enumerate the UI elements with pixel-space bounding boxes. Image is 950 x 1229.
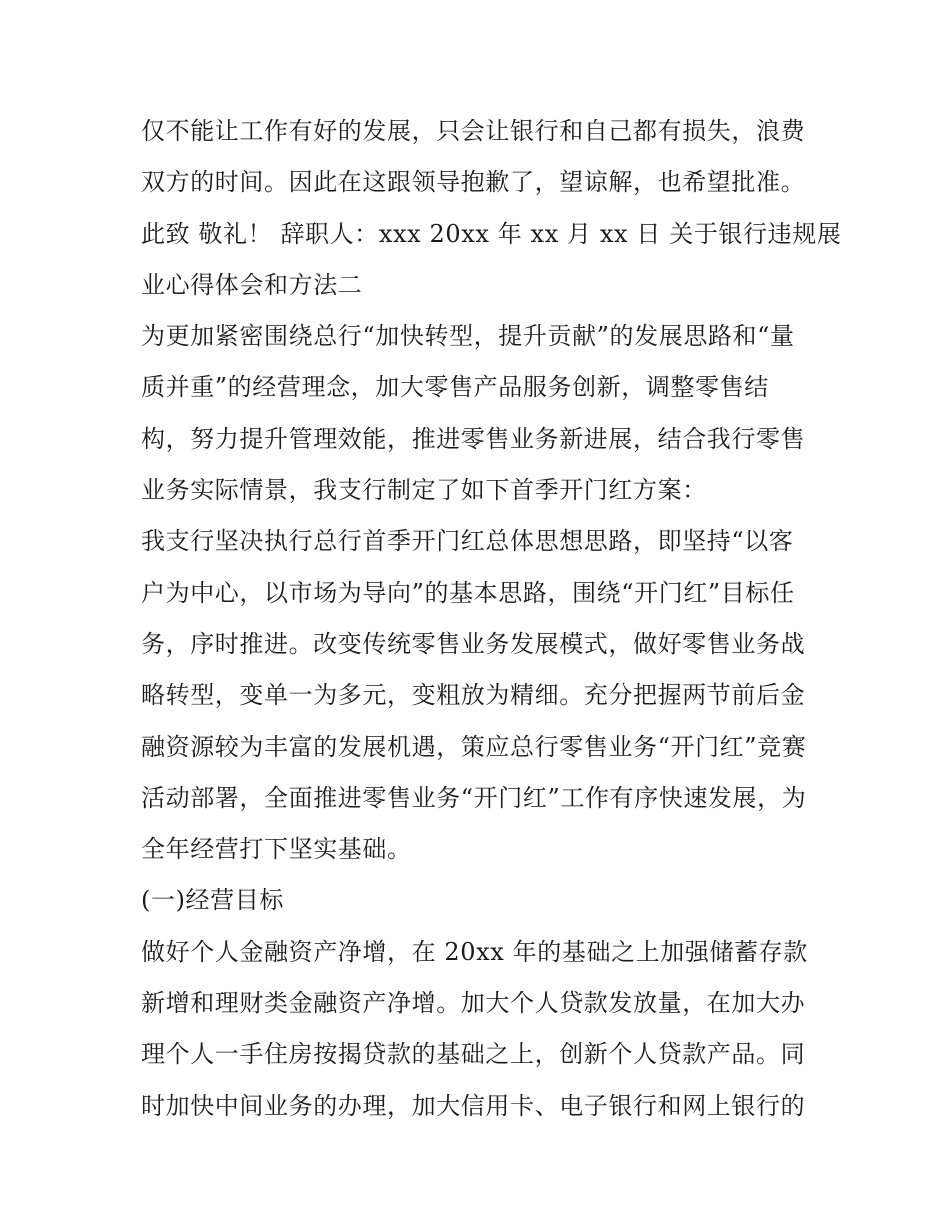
text-line: 理个人一手住房按揭贷款的基础之上，创新个人贷款产品。同 [141, 1040, 806, 1069]
text-line: 时加快中间业务的办理，加大信用卡、电子银行和网上银行的 [141, 1091, 806, 1120]
text-line: 全年经营打下坚实基础。 [141, 835, 412, 864]
text-line: 做好个人金融资产净增，在 20xx 年的基础之上加强储蓄存款 [141, 937, 808, 966]
text-line: 业心得体会和方法二 [141, 270, 363, 299]
text-line: 业务实际情景，我支行制定了如下首季开门红方案： [141, 476, 707, 505]
text-line: 我支行坚决执行总行首季开门红总体思想思路，即坚持“以客 [141, 527, 794, 556]
text-line: 仅不能让工作有好的发展，只会让银行和自己都有损失，浪费 [141, 117, 806, 145]
body-text [141, 106, 842, 1132]
text-line: 构，努力提升管理效能，推进零售业务新进展，结合我行零售 [141, 424, 806, 453]
text-line: 务，序时推进。改变传统零售业务发展模式，做好零售业务战 [141, 629, 806, 658]
section-heading: (一)经营目标 [141, 886, 284, 915]
text-line: 户为中心，以市场为导向”的基本思路，围绕“开门红”目标任 [141, 578, 795, 607]
text-line: 此致 敬礼！ 辞职人：xxx 20xx 年 xx 月 xx 日 关于银行违规展 [141, 219, 842, 248]
text-line: 活动部署，全面推进零售业务“开门红”工作有序快速发展，为 [141, 783, 807, 812]
text-line: 质并重”的经营理念，加大零售产品服务创新，调整零售结 [141, 373, 769, 402]
text-line: 双方的时间。因此在这跟领导抱歉了，望谅解，也希望批准。 [141, 168, 806, 197]
text-line: 为更加紧密围绕总行“加快转型，提升贡献”的发展思路和“量 [141, 322, 795, 351]
text-line: 融资源较为丰富的发展机遇，策应总行零售业务“开门红”竞赛 [141, 732, 807, 761]
text-line: 新增和理财类金融资产净增。加大个人贷款发放量，在加大办 [141, 989, 806, 1018]
text-line: 略转型，变单一为多元，变粗放为精细。充分把握两节前后金 [141, 681, 806, 710]
